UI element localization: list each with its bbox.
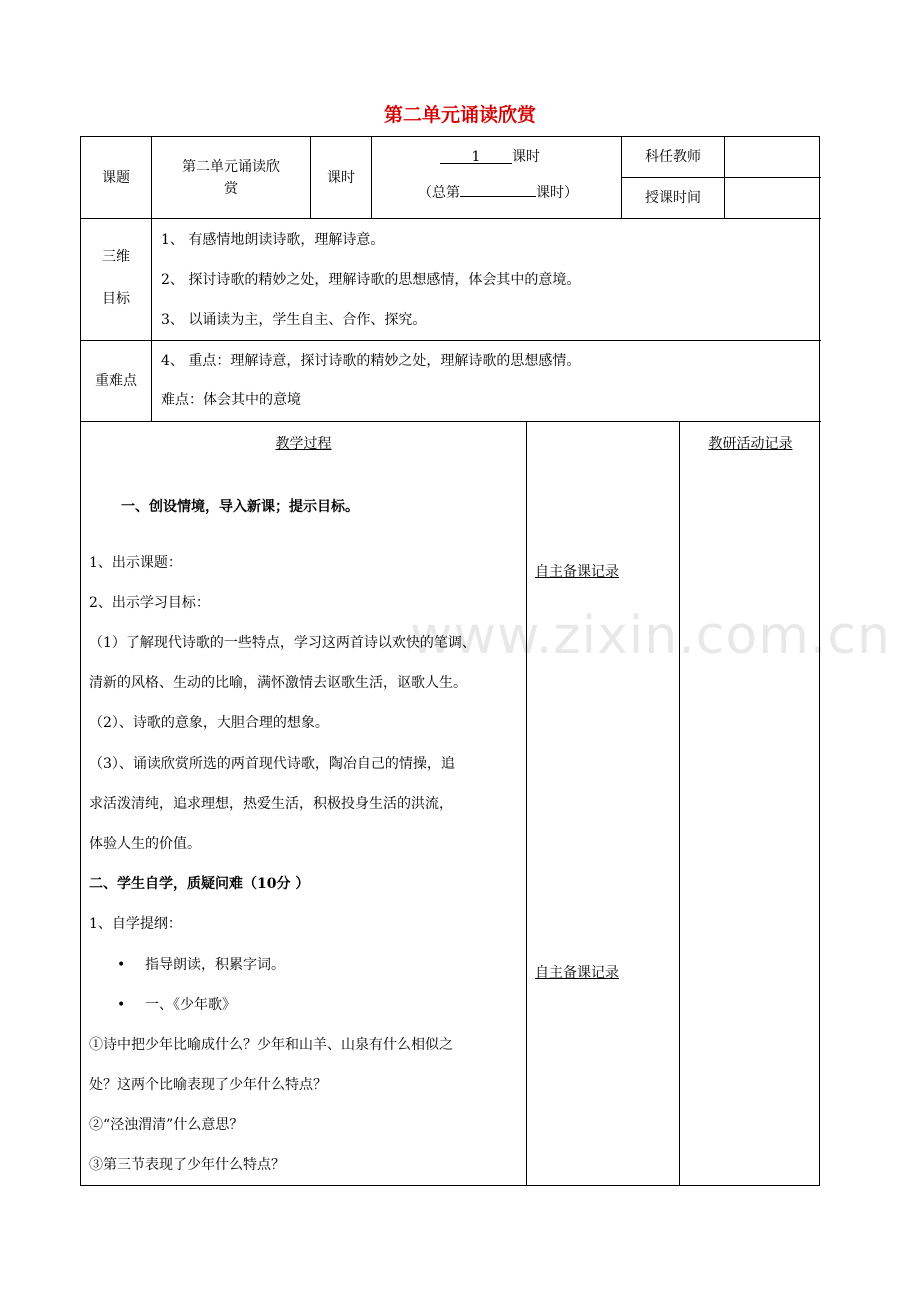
goal-item: 3、 以诵读为主，学生自主、合作、探究。 bbox=[161, 312, 427, 328]
total-suffix: 课时） bbox=[536, 185, 578, 201]
time-label: 授课时间 bbox=[645, 190, 701, 206]
process-line: （1）了解现代诗歌的一些特点，学习这两首诗以欢快的笔调、 bbox=[89, 635, 476, 651]
process-header: 教学过程 bbox=[275, 436, 332, 452]
period-total bbox=[418, 180, 578, 203]
process-line: 1、自学提纲： bbox=[89, 916, 182, 932]
section-heading: 二、学生自学，质疑问难（10分 ） bbox=[89, 876, 310, 892]
watermark: www.zixin.com.cn bbox=[410, 606, 891, 666]
key-point-item: 4、 重点：理解诗意，探讨诗歌的精妙之处，理解诗歌的思想感情。 bbox=[161, 353, 581, 369]
goal-item: 2、 探讨诗歌的精妙之处，理解诗歌的思想感情，体会其中的意境。 bbox=[161, 272, 581, 288]
process-line: ①诗中把少年比喻成什么？少年和山羊、山泉有什么相似之 bbox=[89, 1037, 453, 1053]
bullet-icon: • bbox=[117, 997, 126, 1013]
row-divider bbox=[81, 421, 821, 422]
row-divider bbox=[621, 177, 821, 178]
col-divider bbox=[724, 137, 725, 218]
bullet-item: 指导朗读，积累字词。 bbox=[145, 957, 285, 973]
key-point-item: 难点：体会其中的意境 bbox=[161, 392, 301, 408]
period-count bbox=[440, 147, 540, 167]
period-unit: 课时 bbox=[512, 149, 540, 165]
bullet-item: 一、《少年歌》 bbox=[145, 997, 236, 1013]
key-points-label: 重难点 bbox=[95, 373, 137, 389]
process-line: ③第三节表现了少年什么特点？ bbox=[89, 1157, 285, 1173]
prep-notes-label: 自主备课记录 bbox=[535, 564, 619, 580]
goal-item: 1、 有感情地朗读诗歌，理解诗意。 bbox=[161, 232, 385, 248]
page-title: 第二单元诵读欣赏 bbox=[383, 104, 536, 126]
prep-notes-label: 自主备课记录 bbox=[535, 965, 619, 981]
col-divider bbox=[679, 421, 680, 1186]
period-number: 1 bbox=[440, 147, 512, 164]
process-line: 1、出示课题： bbox=[89, 555, 182, 571]
process-line: （2）、诗歌的意象，大胆合理的想象。 bbox=[89, 715, 329, 731]
process-line: ②“泾浊渭清”什么意思？ bbox=[89, 1117, 244, 1133]
process-line: 处？这两个比喻表现了少年什么特点？ bbox=[89, 1077, 327, 1093]
research-header: 教研活动记录 bbox=[708, 436, 793, 452]
teacher-label: 科任教师 bbox=[645, 149, 701, 165]
process-line: 清新的风格、生动的比喻，满怀激情去讴歌生活，讴歌人生。 bbox=[89, 675, 467, 691]
col-divider bbox=[371, 137, 372, 218]
bullet-icon: • bbox=[117, 957, 126, 973]
total-prefix: （总第 bbox=[418, 185, 460, 201]
subject-value-line2: 赏 bbox=[224, 181, 238, 197]
section-heading: 一、创设情境，导入新课；提示目标。 bbox=[121, 499, 359, 515]
goals-label-line1: 三维 bbox=[102, 249, 130, 265]
subject-label: 课题 bbox=[102, 170, 130, 186]
subject-value-line1: 第二单元诵读欣 bbox=[182, 159, 280, 175]
process-line: （3）、诵读欣赏所选的两首现代诗歌，陶冶自己的情操，追 bbox=[89, 756, 455, 772]
col-divider bbox=[526, 421, 527, 1186]
row-divider bbox=[81, 218, 821, 219]
process-line: 2、出示学习目标： bbox=[89, 595, 210, 611]
process-line: 体验人生的价值。 bbox=[89, 836, 201, 852]
process-line: 求活泼清纯，追求理想，热爱生活，积极投身生活的洪流， bbox=[89, 796, 453, 812]
row-divider bbox=[81, 340, 821, 341]
total-blank bbox=[460, 180, 536, 197]
goals-label-line2: 目标 bbox=[102, 291, 130, 307]
period-label: 课时 bbox=[327, 170, 355, 186]
